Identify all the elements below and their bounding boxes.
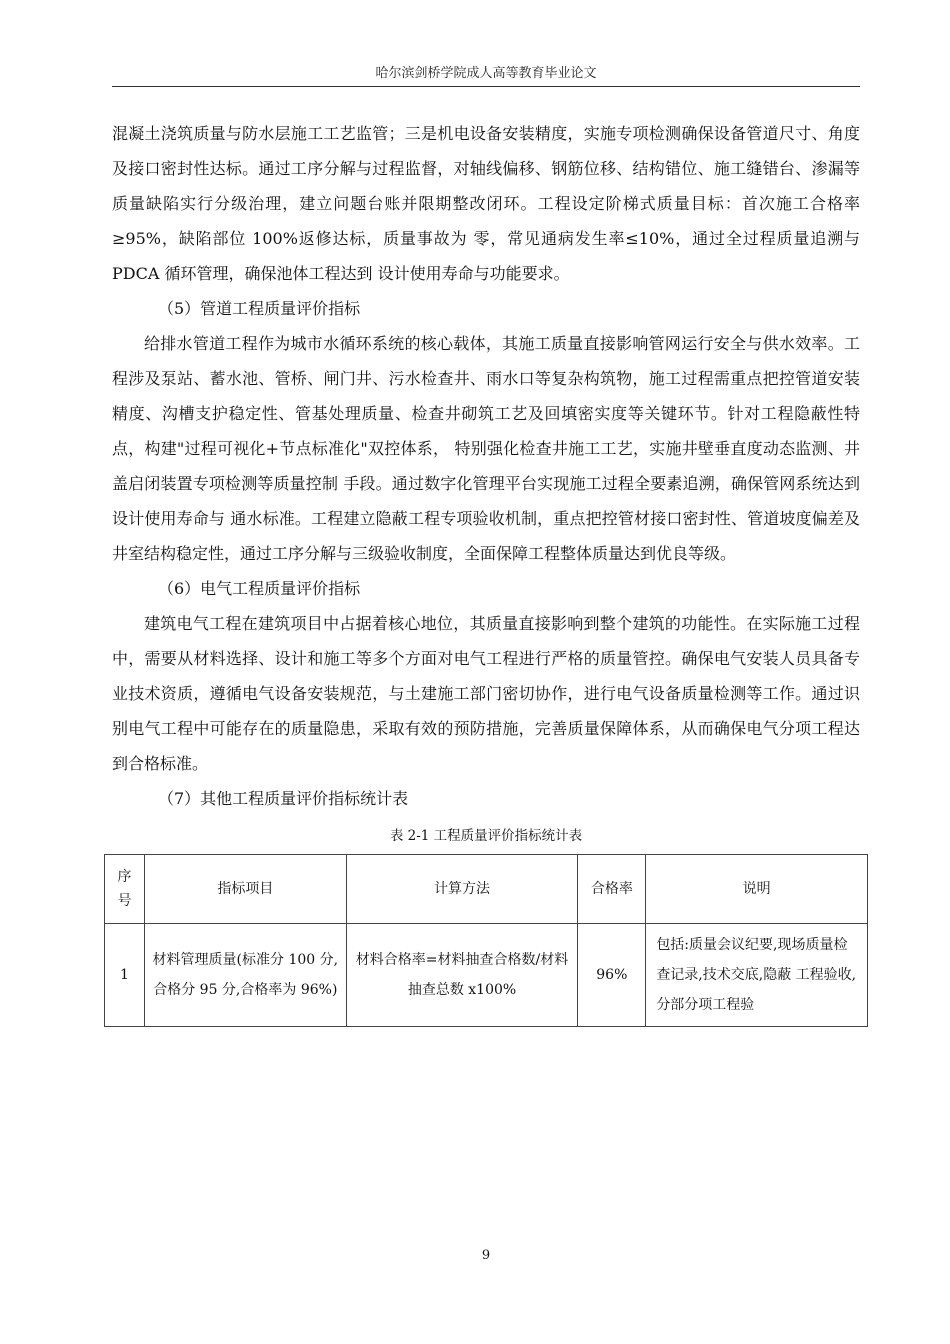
- cell-rate: 96%: [578, 924, 646, 1027]
- section-heading-electrical: （6）电气工程质量评价指标: [158, 579, 361, 598]
- cell-note: 包括:质量会议纪要,现场质量检查记录,技术交底,隐蔽 工程验收,分部分项工程验: [646, 924, 868, 1027]
- table-row: [105, 924, 868, 1027]
- header-method: 计算方法: [346, 855, 578, 924]
- page-header: 哈尔滨剑桥学院成人高等教育毕业论文: [375, 66, 597, 81]
- page-number: 9: [481, 1248, 491, 1263]
- paragraph-electrical: 建筑电气工程在建筑项目中占据着核心地位，其质量直接影响到整个建筑的功能性。在实际施工过程中，需要从材料选择、设计和施工等多个方面对电气工程进行严格的质量管控。确保电气安装人员具备专业技术资质，遵循电气设备安装规范，与土建施工部门密切协作，进行电气设备质量检测等工作。通过识别电气工程中可能存在的质量隐患，采取有效的预防措施，完善质量保障体系，从而确保电气分项工程达到合格标准。: [112, 614, 860, 773]
- header-seq: 序号: [105, 855, 145, 924]
- cell-item: 材料管理质量(标准分 100 分,合格分 95 分,合格率为 96%): [144, 924, 346, 1027]
- section-heading-other: （7）其他工程质量评价指标统计表: [158, 789, 409, 808]
- paragraph-pipeline: 给排水管道工程作为城市水循环系统的核心载体，其施工质量直接影响管网运行安全与供水效率。工程涉及泵站、蓄水池、管桥、闸门井、污水检查井、雨水口等复杂构筑物，施工过程需重点把控管道安装精度、沟槽支护稳定性、管基处理质量、检查井砌筑工艺及回填密实度等关键环节。针对工程隐蔽性特点，构建"过程可视化+节点标准化"双控体系， 特别强化检查井施工工艺，实施井壁垂直度动态监测、井盖启闭装置专项检测等质量控制 手段。通过数字化管理平台实现施工过程全要素追溯，确保管网系统达到设计使用寿命与 通水标准。工程建立隐蔽工程专项验收机制，重点把控管材接口密封性、管道坡度偏差及 井室结构稳定性，通过工序分解与三级验收制度，全面保障工程整体质量达到优良等级。: [112, 334, 860, 563]
- header-rule: [112, 86, 860, 87]
- cell-seq: 1: [105, 924, 145, 1027]
- page-body: [112, 116, 860, 1027]
- section-heading-pipeline: （5）管道工程质量评价指标: [158, 299, 361, 318]
- table-caption: 表 2-1 工程质量评价指标统计表: [389, 828, 583, 844]
- header-rate: 合格率: [578, 855, 646, 924]
- paragraph-continued: 混凝土浇筑质量与防水层施工工艺监管；三是机电设备安装精度，实施专项检测确保设备管道尺寸、角度及接口密封性达标。通过工序分解与过程监督，对轴线偏移、钢筋位移、结构错位、施工缝错台、渗漏等质量缺陷实行分级治理，建立问题台账并限期整改闭环。工程设定阶梯式质量目标：首次施工合格率≥95%，缺陷部位 100%返修达标，质量事故为 零，常见通病发生率≤10%，通过全过程质量追溯与 PDCA 循环管理，确保池体工程达到 设计使用寿命与功能要求。: [112, 124, 860, 283]
- header-item: 指标项目: [144, 855, 346, 924]
- table-header-row: [105, 855, 868, 924]
- cell-method: 材料合格率=材料抽查合格数/材料抽查总数 x100%: [346, 924, 578, 1027]
- quality-stats-table: [104, 854, 868, 1027]
- header-note: 说明: [646, 855, 868, 924]
